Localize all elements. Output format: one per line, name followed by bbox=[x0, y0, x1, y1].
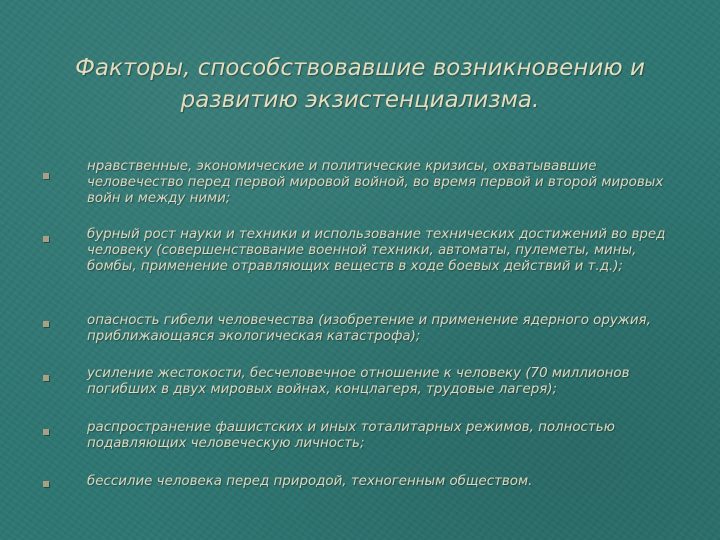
list-item-text: бессилие человека перед природой, техногенным обществом. bbox=[87, 474, 533, 489]
list-item-text: усиление жестокости, бесчеловечное отношение к человеку (70 миллионов погибших в двух мировых войнах, концлагеря, трудовые лагеря); bbox=[87, 366, 630, 397]
slide-title-line-2: развитию экзистенциализма. bbox=[180, 87, 540, 113]
square-bullet-icon bbox=[43, 173, 49, 179]
slide-title-line-1: Факторы, способствовавшие возникновению и bbox=[75, 55, 645, 81]
square-bullet-icon bbox=[43, 481, 49, 487]
list-item-text: бурный рост науки и техники и использование технических достижений во вред человеку (совершенствование военной техники, автоматы, пулеметы, мины, бомбы, применение отравляющих веществ в ходе боевых действий и т.д.); bbox=[87, 227, 666, 274]
list-item-text: опасность гибели человечества (изобретение и применение ядерного оружия, приближающаяся экологическая катастрофа); bbox=[87, 313, 651, 344]
list-item-text: нравственные, экономические и политические кризисы, охватывавшие человечество перед первой мировой войной, во время первой и второй мировых войн и между ними; bbox=[87, 159, 664, 206]
square-bullet-icon bbox=[43, 236, 49, 242]
square-bullet-icon bbox=[43, 321, 49, 327]
square-bullet-icon bbox=[43, 429, 49, 435]
list-item-text: распространение фашистских и иных тоталитарных режимов, полностью подавляющих человеческую личность; bbox=[87, 420, 615, 451]
square-bullet-icon bbox=[43, 375, 49, 381]
